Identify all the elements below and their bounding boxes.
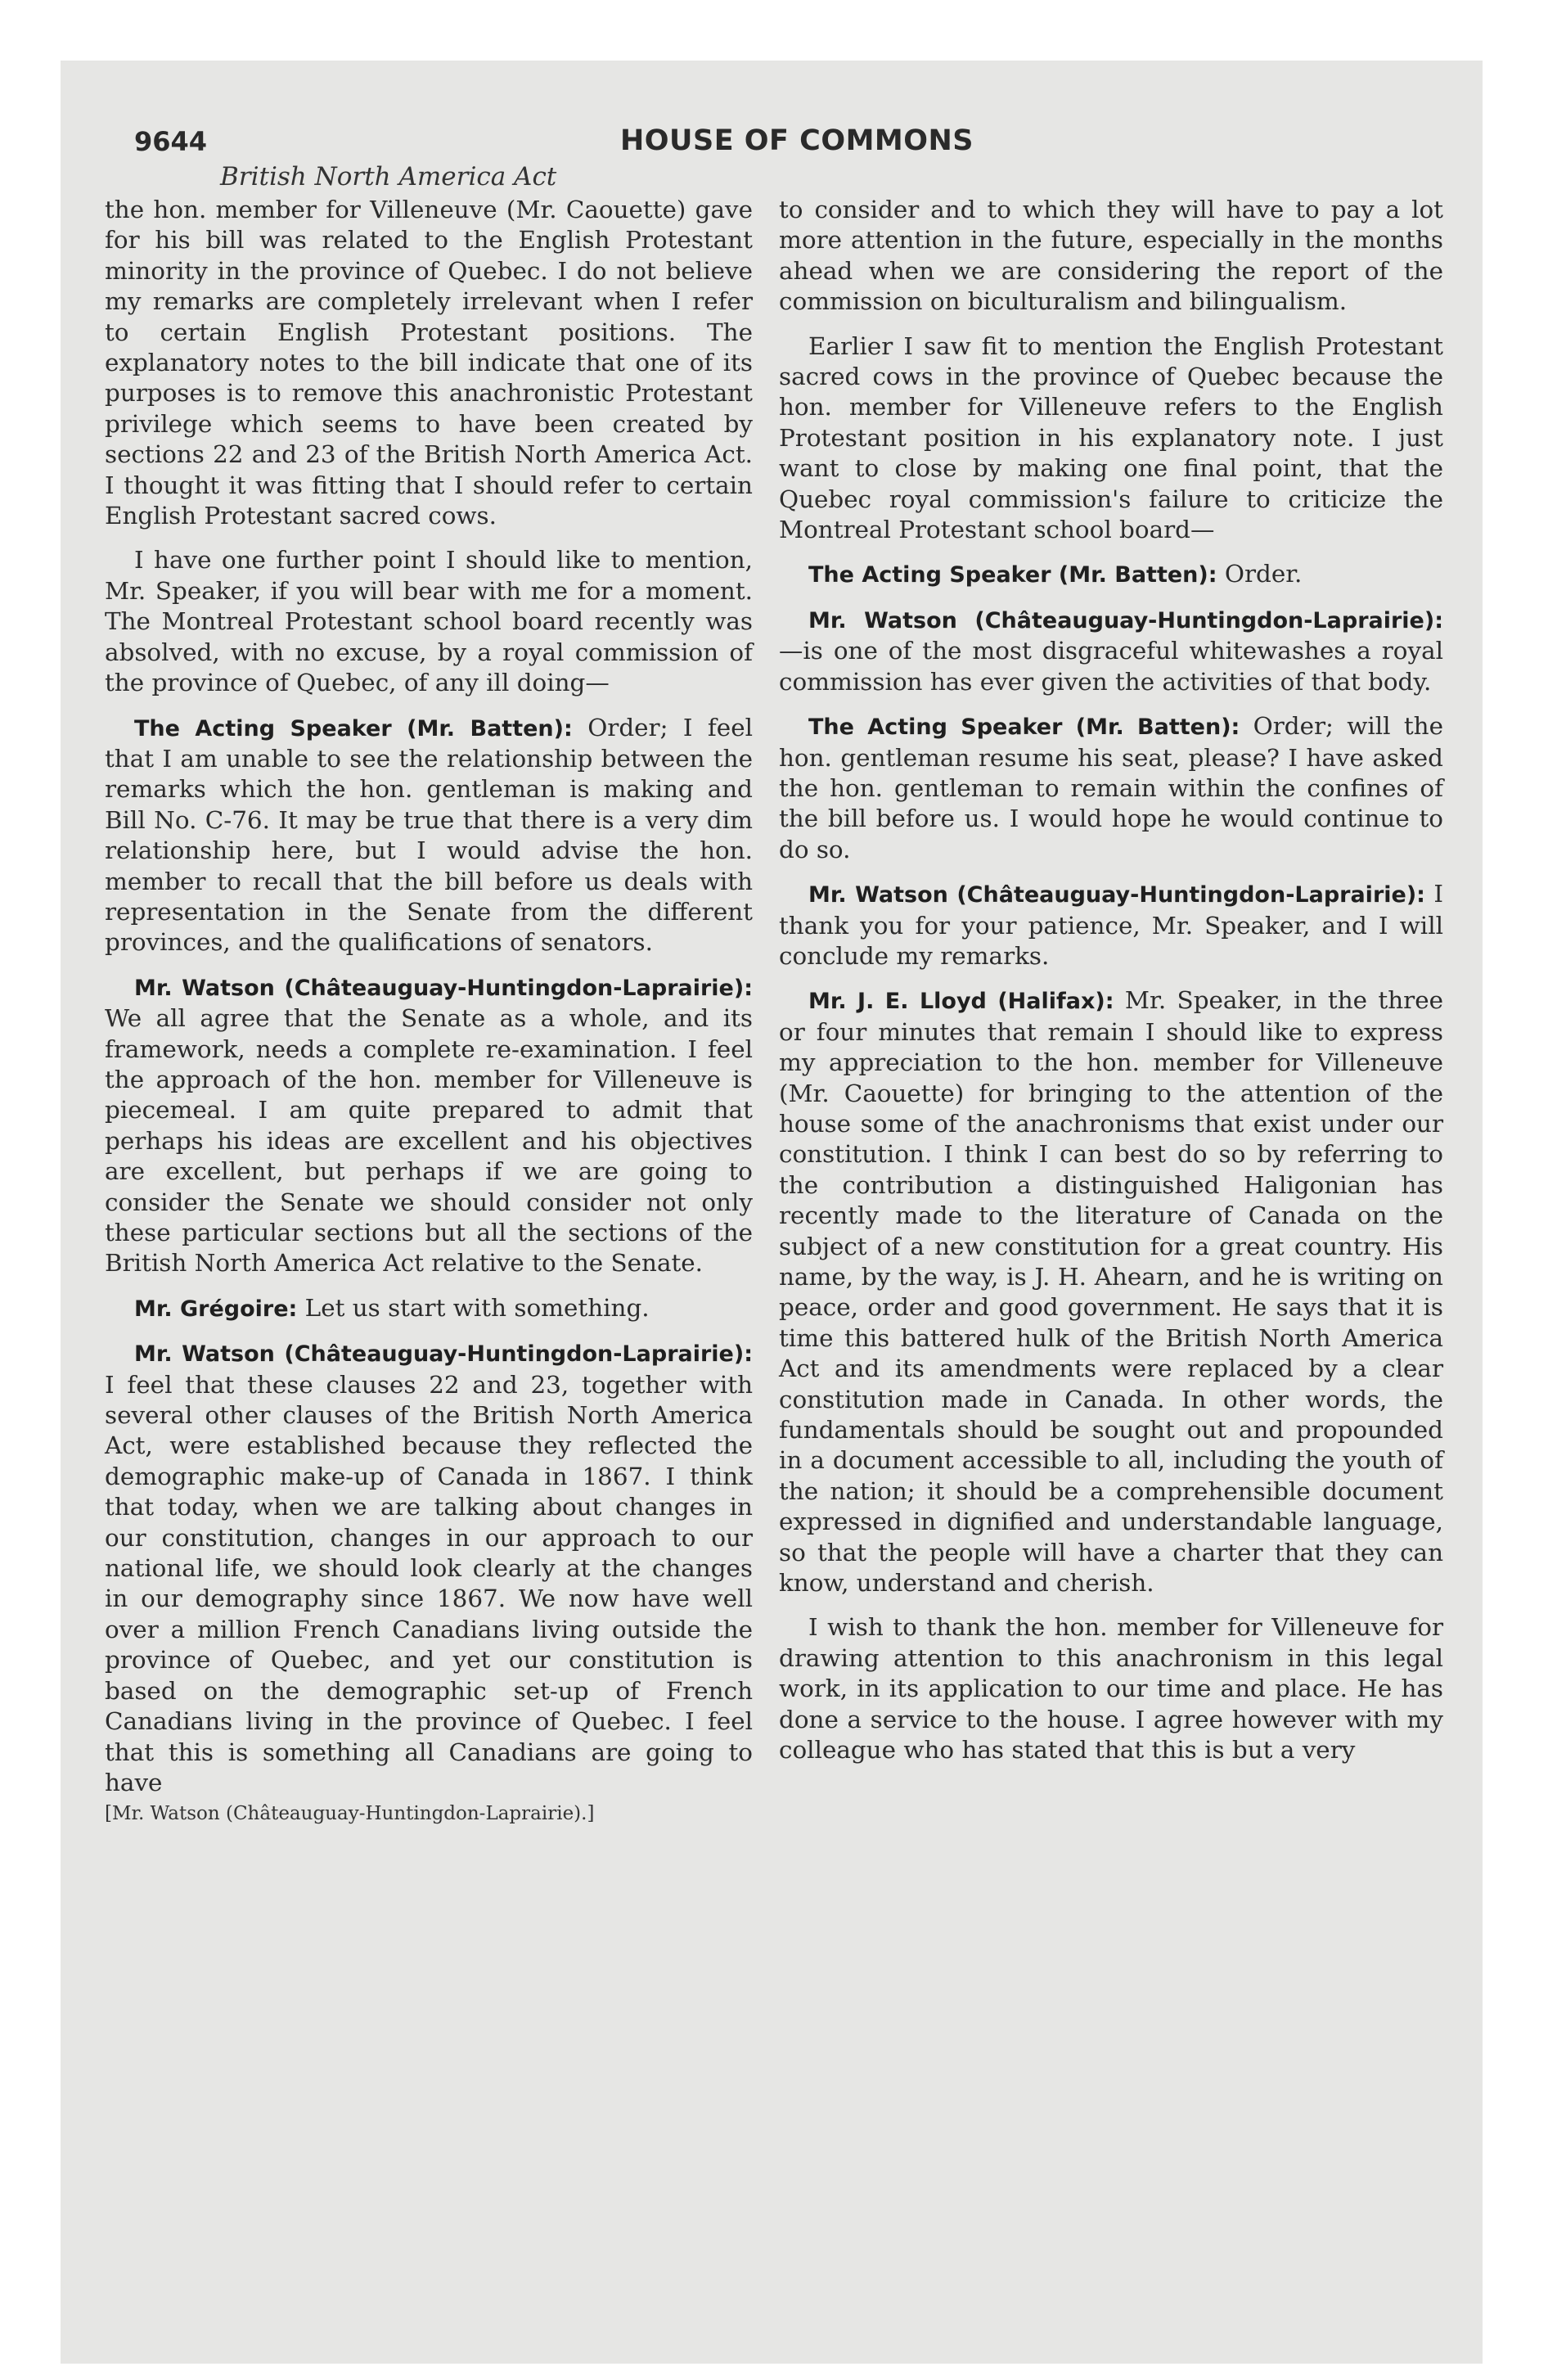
paragraph: I wish to thank the hon. member for Villeneuve for drawing attention to this anachronism in this legal work, in its application to our time and place. He has done a service to the house. I agree however with my colleague who has stated that this is but a very — [779, 1613, 1443, 1765]
speech-text: Let us start with something. — [297, 1293, 650, 1322]
speech-paragraph — [105, 1338, 753, 1798]
speech-paragraph — [779, 879, 1443, 971]
speech-paragraph — [779, 559, 1443, 590]
speech-text: We all agree that the Senate as a whole, and its framework, needs a complete re-examination. I feel the approach of the hon. member for Villeneuve is piecemeal. I am quite prepared to admit that perhaps his ideas are excellent and his objectives are excellent, but perhaps if we are going to consider the Senate we should consider not only these particular sections but all the sections of the British North America Act relative to the Senate. — [105, 1004, 753, 1278]
speech-text: I feel that these clauses 22 and 23, together with several other clauses of the British North America Act, were established because they reflected the demographic make-up of Canada in 1867. I think that today, when we are talking about changes in our constitution, changes in our approach to our national life, we should look clearly at the changes in our demography since 1867. We now have well over a million French Canadians living outside the province of Quebec, and yet our constitution is based on the demographic set-up of French Canadians living in the province of Quebec. I feel that this is something all Canadians are going to have — [105, 1370, 753, 1796]
page-number: 9644 — [134, 126, 208, 157]
speaker-name: Mr. Watson (Châteauguay-Huntingdon-Laprairie): — [808, 607, 1443, 633]
speaker-name: The Acting Speaker (Mr. Batten): — [808, 714, 1240, 741]
paragraph: the hon. member for Villeneuve (Mr. Caouette) gave for his bill was related to the English Protestant minority in the province of Quebec. I do not believe my remarks are completely irrelevant when I refer to certain English Protestant positions. The explanatory notes to the bill indicate that one of its purposes is to remove this anachronistic Protestant privilege which seems to have been created by sections 22 and 23 of the British North America Act. I thought it was fitting that I should refer to certain English Protestant sacred cows. — [105, 196, 753, 530]
paragraph: I have one further point I should like to mention, Mr. Speaker, if you will bear with me for a moment. The Montreal Protestant school board recently was absolved, with no excuse, by a royal commission of the province of Quebec, of any ill doing— — [105, 546, 753, 697]
speaker-name: The Acting Speaker (Mr. Batten): — [134, 715, 573, 741]
speech-paragraph — [779, 711, 1443, 865]
speaker-name: Mr. J. E. Lloyd (Halifax): — [808, 989, 1114, 1015]
speech-paragraph — [105, 1293, 753, 1324]
speech-paragraph — [105, 972, 753, 1279]
speech-text: Order; I feel that I am unable to see the relationship between the remarks which the hon. gentleman is making and Bill No. C-76. It may be true that there is a very dim relationship here, but I would advise the hon. member to recall that the bill before us deals with representation in the Senate from the different provinces, and the qualifications of senators. — [105, 713, 753, 957]
right-column — [779, 195, 1443, 1780]
paragraph: to consider and to which they will have to pay a lot more attention in the future, especially in the months ahead when we are considering the report of the commission on biculturalism and bilingualism. — [779, 196, 1443, 316]
speech-paragraph — [105, 713, 753, 958]
speaker-name: Mr. Watson (Châteauguay-Huntingdon-Laprairie): — [134, 975, 753, 1001]
section-subject: British North America Act — [220, 162, 557, 192]
speaker-name: The Acting Speaker (Mr. Batten): — [808, 562, 1217, 588]
speech-text: I thank you for your patience, Mr. Speaker, and I will conclude my remarks. — [779, 880, 1444, 970]
running-head: HOUSE OF COMMONS — [620, 124, 974, 157]
speech-text: Order. — [1217, 560, 1303, 588]
speaker-name: Mr. Watson (Châteauguay-Huntingdon-Laprairie): — [134, 1341, 753, 1368]
speech-text: Mr. Speaker, in the three or four minutes that remain I should like to express my appreciation to the hon. member for Villeneuve (Mr. Caouette) for bringing to the attention of the house some of the anachronisms that exist under our constitution. I think I can best do so by referring to the contribution a distinguished Haligonian has recently made to the literature of Canada on the subject of a new constitution for a great country. His name, by the way, is J. H. Ahearn, and he is writing on peace, order and good government. He says that it is time this battered hulk of the British North America Act and its amendments were replaced by a clear constitution made in Canada. In other words, the fundamentals should be sought out and propounded in a document accessible to all, including the youth of the nation; it should be a comprehensible document expressed in dignified and understandable language, so that the people will have a charter that they can know, understand and cherish. — [779, 986, 1443, 1598]
speaker-name: Mr. Grégoire: — [134, 1296, 298, 1322]
speech-text: Order; will the hon. gentleman resume his seat, please? I have asked the hon. gentleman to remain within the confines of the bill before us. I would hope he would continue to do so. — [779, 712, 1443, 863]
paragraph: Earlier I saw fit to mention the English Protestant sacred cows in the province of Quebec because the hon. member for Villeneuve refers to the English Protestant position in his explanatory note. I just want to close by making one final point, that the Quebec royal commission's failure to criticize the Montreal Protestant school board— — [779, 331, 1443, 544]
speech-paragraph — [779, 985, 1443, 1598]
document-page — [61, 61, 1483, 2364]
footnote: [Mr. Watson (Châteauguay-Huntingdon-Laprairie).] — [105, 1803, 595, 1825]
speech-text: —is one of the most disgraceful whitewashes a royal commission has ever given the activities of that body. — [779, 637, 1443, 696]
speaker-name: Mr. Watson (Châteauguay-Huntingdon-Laprairie): — [808, 882, 1425, 908]
speech-paragraph — [779, 605, 1443, 697]
left-column — [105, 195, 753, 1826]
